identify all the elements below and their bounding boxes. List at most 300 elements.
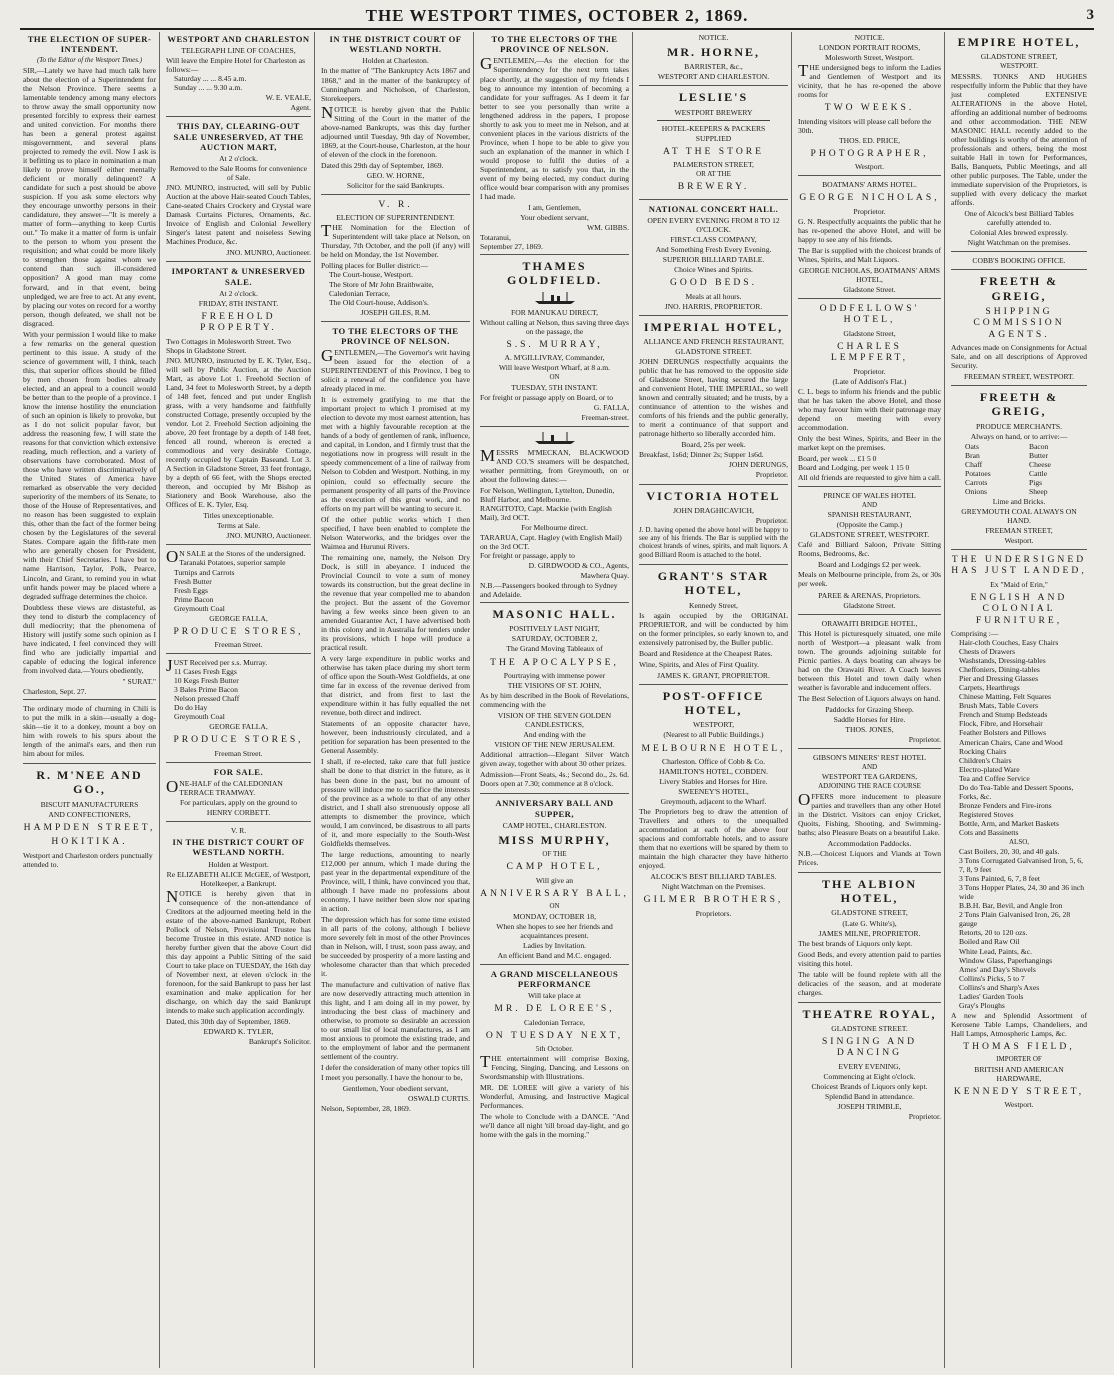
list-item: Cattle <box>1029 468 1048 478</box>
produce-list <box>965 442 1087 496</box>
role: Agent. <box>290 103 311 113</box>
ad-line: OR AT THE <box>696 170 731 179</box>
list-item: Feather Bolsters and Pillows <box>959 728 1047 738</box>
ad-line: The Grand Moving Tableaux of <box>506 644 603 654</box>
ad-line: Will leave Westport Wharf, at 8 a.m. <box>498 363 611 373</box>
ad-heading: FOR SALE. <box>213 766 264 777</box>
ad-line: ON TUESDAY NEXT, <box>485 1029 624 1041</box>
ad-line: BISCUIT MANUFACTURERS <box>40 799 139 809</box>
ad-line: Livery Stables and Horses for Hire. <box>659 776 768 786</box>
role: Proprietor. <box>853 366 886 376</box>
ad-heading: JUST Received per s.s. Murray. <box>166 656 268 676</box>
ad-line: And Something Fresh Every Evening. <box>655 245 772 255</box>
paragraph: Of the other public works which I then specified, I have been enabled to complete the Nelson Waterworks, and the bridges over the Waimea and Hurunui Rivers. <box>321 514 470 551</box>
columns <box>20 32 1094 1368</box>
list-item: Carpets, Hearthrugs <box>959 683 1020 693</box>
ad-heading: ELECTION OF SUPERINTENDENT. <box>336 213 455 223</box>
ad-line: SATURDAY, OCTOBER 2, <box>511 634 598 644</box>
ad-heading: FREETH & GREIG, <box>979 390 1059 419</box>
ad-heading: IMPORTANT & UNRESERVED SALE. <box>171 266 306 287</box>
ad-heading: GIBSON'S MINERS' REST HOTEL <box>813 752 926 762</box>
ad-heading: GRANT'S STAR HOTEL, <box>657 569 770 598</box>
ad-line: Holden at Westport. <box>208 859 269 869</box>
list-item: Boiled and Raw Oil <box>959 937 1020 947</box>
list-item: Bronze Fenders and Fire-irons <box>959 800 1052 810</box>
ad-line: RANGITOTO, Capt. Mackie (with English Mail), 3rd OCT. <box>480 503 612 522</box>
list-item: Electro-plated Ware <box>959 764 1020 774</box>
ad-line: All old friends are requested to give him a call. <box>798 472 941 482</box>
ad-line: TARARUA, Capt. Hagley (with English Mail) on the 3rd OCT. <box>480 532 622 551</box>
ad-body: NOTICE is hereby given that in consequence of the non-attendance of Creditors at the adjourned meeting held in the estate of the above-named Bankrupt, Robert Pollock of Nelson, Provisional Trustee has become Trustee in this estate. AND notice is hereby further given that the above Court did this day appoint a Public Sitting of the said Court to take place on TUESDAY, the 16th day of November next, at eleven o'clock in the forenoon, for the said Bankrupt to pass her last examination and make application for her discharge, on which day the said Bankrupt intends to make such application accordingly. <box>166 886 311 1016</box>
ad-line: HAMPDEN STREET, <box>23 821 156 833</box>
paragraph: I defer the consideration of many other topics till I meet you personally. I have the honour to be, <box>321 1063 470 1082</box>
list-item: 3 Tons Corrugated Galvanised Iron, 5, 6, 7, 8, 9 feet <box>959 856 1083 875</box>
ad-line: Dated, this 30th day of September, 1869. <box>166 1017 291 1027</box>
list-item: Pigs <box>1029 477 1043 487</box>
ad-body: MR. DE LOREE will give a variety of his Wonderful, Amusing, and Instructive Magical Performances. <box>480 1083 629 1111</box>
ad-line: Board, 25s per week. <box>681 440 746 450</box>
ad-line: Lime and Bricks. <box>992 496 1046 506</box>
ad-body: JOHN DERUNGS respectfully acquaints the public that he has removed to the opposite side of Gladstone Street, having secured the large and convenient Hotel, THE IMPERIAL, so well known and centrally situated; and he trusts, by a continuance of attention to the wishes and comforts of his friends and the public generally, to merit a continuance of that support and patronage hitherto so liberally accorded him. <box>639 357 788 439</box>
ad-heading: NOTICE. <box>854 33 885 42</box>
ad-line: Board and Lodgings £2 per week. <box>818 560 921 570</box>
role: Proprietor. <box>908 734 941 744</box>
masonic-hall-ad <box>480 607 629 794</box>
ad-line: MONDAY, OCTOBER 18, <box>513 911 596 921</box>
list-item: Tea and Coffee Service <box>959 773 1030 783</box>
ad-line: SUPPLIED <box>695 133 732 143</box>
ad-heading: WESTPORT AND CHARLESTON <box>167 34 310 44</box>
ad-line: GLADSTONE STREET, WESTPORT. <box>809 530 930 540</box>
ad-line: (Opposite the Camp.) <box>836 520 903 530</box>
ad-body: The Proprietors beg to draw the attention of Travellers and others to the unequalled accommodation at each of the above four spacious and comfortable hotels, and to assure them that no exertions will be spared by them to maintain the high character they have hitherto enjoyed. <box>639 807 788 871</box>
list-item: 11 Cases Fresh Eggs <box>174 667 237 677</box>
ad-line: And ending with the <box>523 730 586 740</box>
ad-title: MR. DE LOREE'S, <box>494 1003 615 1015</box>
ad-line: Westport. <box>1004 536 1034 546</box>
for-sale-ad <box>166 767 311 822</box>
ad-title: GEORGE NICHOLAS, <box>799 192 940 204</box>
ad-line: VISION OF THE NEW JERUSALEM. <box>494 740 615 750</box>
signature: D. GIRDWOOD & CO., Agents, <box>528 561 629 571</box>
signature: OSWALD CURTIS. <box>408 1093 470 1103</box>
ad-line: At 2 o'clock. <box>219 288 258 298</box>
ad-body: The Bar is supplied with the choicest brands of Wines, Spirits, and Malt Liquors. <box>798 245 941 264</box>
ad-heading: TO THE ELECTORS OF THE PROVINCE OF NELSON. <box>491 34 618 55</box>
ad-title: MR. HORNE, <box>667 45 760 60</box>
list-item: Bottle, Arm, and Market Baskets <box>959 818 1059 828</box>
signature: THOS. ED. PRICE, <box>839 135 900 145</box>
ad-line: Molesworth Street, Westport. <box>824 53 915 63</box>
ad-heading: TO THE ELECTORS OF THE PROVINCE OF NELSON. <box>332 325 459 346</box>
ad-line: AT THE STORE <box>662 145 765 157</box>
victoria-hotel-ad <box>639 489 788 566</box>
court-notice-charleston <box>321 34 470 195</box>
ad-line: Titles unexceptionable. <box>203 511 274 521</box>
ad-line: EVERY EVENING, <box>838 1061 901 1071</box>
ad-line: SUPERIOR BILLIARD TABLE. <box>662 255 765 265</box>
ad-line: FRIDAY, 8TH INSTANT. <box>198 298 279 308</box>
ad-line: For Nelson, Wellington, Lyttelton, Dunedin, Bluff Harbor, and Melbourne. <box>480 485 615 504</box>
ad-line: A. M'GILLIVRAY, Commander, <box>504 353 605 363</box>
ad-line: Gladstone Street, <box>843 328 896 338</box>
stores-sale-ad <box>166 549 311 654</box>
list-item: Cheffoniers, Dining-tables <box>959 665 1040 675</box>
ad-line: 5th October. <box>535 1043 574 1053</box>
ad-heading: A GRAND MISCELLANEOUS PERFORMANCE <box>490 968 619 989</box>
ad-heading: THIS DAY, CLEARING-OUT SALE UNRESERVED, AT THE AUCTION MART, <box>173 121 304 152</box>
ad-line: Commencing at Eight o'clock. <box>823 1071 916 1081</box>
ad-body: C. L. begs to inform his friends and the public that he has taken the above Hotel, and those who may favour him with their patronage may depend on meeting with every accommodation. <box>798 386 941 432</box>
ad-title: FREEHOLD PROPERTY. <box>200 310 277 334</box>
ad-line: GLADSTONE STREET, <box>831 908 908 918</box>
ad-heading: EMPIRE HOTEL, <box>957 35 1081 49</box>
ad-line: ADJOINING THE RACE COURSE <box>818 782 921 791</box>
column-6 <box>795 32 945 1368</box>
ad-line: GREYMOUTH COAL ALWAYS ON HAND. <box>961 506 1077 525</box>
horne-notice <box>639 33 788 86</box>
paragraph: Statements of an opposite character have, however, been industriously circulated, and a petition for separation has been presented to the General Assembly. <box>321 719 470 756</box>
ad-title: THE APOCALYPSE, <box>490 656 619 668</box>
list-item: 10 Kegs Fresh Butter <box>174 676 239 686</box>
list-item: Greymouth Coal <box>174 603 225 613</box>
ad-heading: COBB'S BOOKING OFFICE. <box>972 256 1066 266</box>
royal-cipher: V. R. <box>230 826 247 836</box>
ad-heading: ORAWAITI BRIDGE HOTEL, <box>821 618 918 628</box>
ad-line: Choice Wines and Spirits. <box>674 265 753 275</box>
imperial-hotel-ad <box>639 320 788 485</box>
paragraph: I shall, if re-elected, take care that full justice shall be done to that district in the future, as it has been done in the past, but no amount of pressure will induce me to sacrifice the interests of the province as a whole to that of any other district, and I shall also strenuously oppose all attempts to dismember the province, which would, I am convinced, be disastrous to all parts of it, and more especially to the South-West Goldfields themselves. <box>321 757 470 848</box>
ad-body: The table will be found replete with all the delicacies of the season, and at moderate charges. <box>798 969 941 997</box>
ad-line: SPANISH RESTAURANT, <box>827 510 912 520</box>
ad-line: Terms at Sale. <box>216 521 261 531</box>
role: Proprietor. <box>853 206 886 216</box>
ad-line: Greymouth, adjacent to the Wharf. <box>660 797 767 807</box>
ad-line: Pourtraying with immense power <box>503 670 606 680</box>
boatmans-arms-ad <box>798 180 941 299</box>
goldfield-ad <box>480 259 629 427</box>
ad-line: GLADSTONE STREET. <box>831 1024 908 1034</box>
ad-body: NOTICE is hereby given that the Public Sitting of the Court in the matter of the above-named Bankrupts, was this day further adjourned until Tuesday, 9th day of November, 1869, at the Court-house, Charleston, at the hour of eleven of the clock in the forenoon. <box>321 102 470 159</box>
ad-line: For Melbourne direct. <box>521 522 588 532</box>
ad-line: Splendid Band in attendance. <box>825 1091 914 1101</box>
list-item: Washstands, Dressing-tables <box>959 656 1046 666</box>
signature: JNO. HARRIS, PROPRIETOR. <box>664 301 763 311</box>
list-item: Potatoes <box>965 468 991 478</box>
ad-body: This Hotel is picturesquely situated, one mile north of Westport—a pleasant walk from town. The grounds adjoining suitable for Picnic parties. A days boating can always be had on the Orawaiti River. A Coach leaves between this Hotel and town daily when weather is favorable and inducement offers. <box>798 628 941 692</box>
list-item: Pier and Dressing Glasses <box>959 674 1039 684</box>
ad-heading: NATIONAL CONCERT HALL. <box>648 203 779 214</box>
ad-body: As by him described in the Book of Revelations, commencing with the <box>480 690 629 709</box>
signature: THOMAS FIELD, <box>963 1040 1075 1052</box>
ad-line: FREEMAN STREET, <box>985 526 1053 535</box>
list-item: Rocking Chairs <box>959 746 1007 756</box>
list-item: 3 Tons Hopper Plates, 24, 30 and 36 inch wide <box>959 883 1085 902</box>
ad-heading: THAMES GOLDFIELD. <box>506 259 602 288</box>
freeth-greig-produce-ad <box>951 390 1087 550</box>
role: Proprietor. <box>908 1112 941 1122</box>
ad-line: Ladies by Invitation. <box>522 940 587 950</box>
signature: GEORGE FALLA, <box>209 722 268 732</box>
ad-line: (Late G. White's), <box>842 918 897 928</box>
list-item: 2 Tons Plain Galvanised Iron, 26, 28 gauge <box>959 910 1071 929</box>
ad-heading: MASONIC HALL. <box>492 607 617 622</box>
signature: EDWARD K. TYLER, <box>203 1027 274 1037</box>
list-item: Ladies' Garden Tools <box>959 991 1024 1001</box>
ad-line: WESTPORT AND CHARLESTON. <box>657 72 770 82</box>
list-item: Fresh Eggs <box>174 585 208 595</box>
ad-line: CAMP HOTEL, <box>506 861 603 873</box>
list-item: Fresh Butter <box>174 576 212 586</box>
ad-body: Board and Residence at the Cheapest Rates. <box>639 648 773 658</box>
ad-title: CHARLES LEMPFERT, <box>830 340 909 364</box>
ad-line: Breakfast, 1s6d; Dinner 2s; Supper 1s6d. <box>639 450 764 460</box>
ad-line: Paddocks for Grazing Sheep. <box>825 704 914 714</box>
paragraph: The manufacture and cultivation of native flax are now deservedly attracting much attention in this light, and I am doing all in my power, by introducing the best class of machinery and otherwise, to promote so desirable an accession to our small list of local manufactures, as I am most anxious to promote the existing trade, and to the employment of labor and the permanent settlement of the country. <box>321 980 470 1062</box>
list-item: Cast Boilers, 20, 30, and 40 gals. <box>959 847 1060 857</box>
list-item: Chinese Matting, Felt Squares <box>959 692 1051 702</box>
ad-line: WESTPORT TEA GARDENS, <box>821 772 918 782</box>
ad-line: Accommodation Paddocks. <box>827 838 912 848</box>
dateline: Charleston, Sept. 27. <box>23 686 87 696</box>
ad-line: FIRST-CLASS COMPANY, <box>670 235 757 245</box>
schedule-row: Saturday ... ... 8.45 a.m. <box>174 74 247 84</box>
ad-line: Will give an <box>535 875 574 885</box>
ad-line: Gladstone Street. <box>843 600 896 610</box>
ad-heading: NOTICE. <box>698 33 729 42</box>
column-5 <box>636 32 792 1368</box>
paragraph: It is extremely gratifying to me that the important project to which I promised at my election to devote my most earnest attention, has met with a highly favourable reception at the hands of a body of gentlemen of rank, influence, and capital, in London, and I firmly trust that the negotiations now in progress will result in the speedy commencement of a line of railway from Nelson to Cobden and Westport. Nothing, in my opinion, could so effectually secure the permanent prosperity of all parts of the Province as the execution of this great work, and no efforts on my part will be wanting to secure it. <box>321 395 470 513</box>
ad-line: Removed to the Sale Rooms for convenience of Sale. <box>169 164 308 183</box>
role: Proprietor. <box>755 515 788 525</box>
ad-body: THE entertainment will comprise Boxing, Fencing, Singing, Dancing, and Lessons on Swordsmanship with Illustrations. <box>480 1052 629 1082</box>
ship-name: S.S. MURRAY, <box>506 338 603 350</box>
ad-line: An efficient Band and M.C. engaged. <box>497 950 612 960</box>
ad-title: PRODUCE STORES, <box>173 734 304 746</box>
ad-body: MESSRS. TONKS AND HUGHES respectfully inform the Public that they have just completed EXTENSIVE ALTERATIONS in the above Hotel, affording an additional number of bedrooms and other accommodation. THE NEW MASONIC HALL recently added to the other buildings is worthy of the attention of professionals and others, being the most suitable Hall in town for Performances, Balls, Banquets, Public Meetings, and all other public purposes. The Table, under the immediate supervision of the Proprietors, is supplied with every delicacy the market affords. <box>951 71 1087 208</box>
ad-body: Will leave the Empire Hotel for Charleston as follows:— <box>166 56 306 75</box>
column-3 <box>318 32 474 1368</box>
ad-line: At 2 o'clock. <box>219 154 258 164</box>
role: Solicitor for the said Bankrupts. <box>346 180 445 190</box>
ad-body: ONE-HALF of the CALEDONIAN TERRACE TRAMWAY. <box>166 777 283 798</box>
ad-line: CAMP HOTEL, CHARLESTON. <box>502 820 607 830</box>
article-subheading: (To the Editor of the Westport Times.) <box>36 56 143 65</box>
paragraph: A very large expenditure in public works and otherwise has taken place during my short term of office upon the South-West Goldfields, at one time far in excess of the revenue derived from that district, and from first to last the expenditure within it has fully equalled the net revenue, both direct and indirect. <box>321 654 470 718</box>
ad-title: LONDON PORTRAIT ROOMS, <box>818 43 921 53</box>
signature: JNO. MUNRO, Auctioneer. <box>226 248 311 258</box>
list-item: Hair-cloth Couches, Easy Chairs <box>959 638 1059 648</box>
ad-body: G. N. Respectfully acquaints the public that he has re-opened the above Hotel, and will be happy to see any of his friends. <box>798 216 941 244</box>
ad-line: Charleston. Office of Cobb & Co. <box>662 756 765 766</box>
ad-line: Intending visitors will please call before the 30th. <box>798 116 932 135</box>
closing: Your obedient servant, <box>520 212 589 222</box>
role: Bankrupt's Solicitor. <box>248 1037 311 1047</box>
ad-line: TWO WEEKS. <box>824 102 915 114</box>
ad-line: Polling places for Buller district:— <box>321 261 429 271</box>
ad-line: OPEN EVERY EVENING FROM 8 TO 12 O'CLOCK. <box>647 216 780 235</box>
gibbs-address <box>480 34 629 255</box>
list-item: Children's Chairs <box>959 755 1012 765</box>
ad-heading: IN THE DISTRICT COURT OF WESTLAND NORTH. <box>329 34 462 55</box>
signature: HENRY CORBETT. <box>206 808 271 818</box>
paragraph: Doubtless these views are distasteful, as they tend to disturb the complacency of dull mediocrity; that the phenomena of History will justify some such opinion as I have indicated, I feel convinced they will find who are judicially impartial and capable of educing the logical inference from involved data.—Yours obediently, <box>23 602 156 675</box>
schedule-row: Sunday ... ... 9.30 a.m. <box>174 83 243 93</box>
ad-title: ENGLISH AND COLONIAL FURNITURE, <box>970 591 1068 626</box>
orawaiti-bridge-hotel-ad <box>798 619 941 749</box>
grants-star-hotel-ad <box>639 569 788 685</box>
ad-line: (Nearest to all Public Buildings.) <box>663 730 764 740</box>
list-item: B.B.H. Bar, Bevil, and Angle Iron <box>959 901 1063 911</box>
ad-line: BARRISTER, &c., <box>684 62 743 72</box>
anniversary-ball-ad <box>480 798 629 964</box>
ad-title: PRODUCE STORES, <box>173 625 304 637</box>
prince-of-wales-ad <box>798 491 941 615</box>
ad-heading: PRINCE OF WALES HOTEL <box>823 490 916 500</box>
ad-body: OFFERS more inducement to pleasure parties and travellers than any other Hotel in the District. Visitors can enjoy Cricket, Quoits, Fishing, Shooting, and Swimming-baths; also Pleasure Boats on a beautiful Lake. <box>798 789 941 837</box>
ad-line: Freeman-street. <box>581 412 629 422</box>
election-letter <box>23 34 156 700</box>
ad-line: Westport and Charleston orders punctually attended to. <box>23 850 153 869</box>
ad-body: The best brands of Liquors only kept. <box>798 938 913 948</box>
ad-line: Saddle Horses for Hire. <box>833 714 906 724</box>
ad-body: The Best Selection of Liquors always on hand. <box>798 693 941 703</box>
ad-line: VISION OF THE SEVEN GOLDEN CANDLESTICKS, <box>497 711 612 730</box>
ad-body: Only the best Wines, Spirits, and Beer in the market kept on the premises. <box>798 433 941 452</box>
list-item: Prime Bacon <box>174 594 214 604</box>
list-item: Turnips and Carrots <box>174 567 235 577</box>
ad-heading: THEATRE ROYAL, <box>802 1006 937 1021</box>
curtis-address <box>321 326 470 1116</box>
signature: WM. GIBBS. <box>587 223 629 232</box>
albion-hotel-ad <box>798 877 941 1003</box>
list-item: Flock, Fibre, and Horsehair <box>959 719 1043 729</box>
ad-line: MELBOURNE HOTEL, <box>641 742 786 754</box>
price-row: Board and Lodging, per week 1 15 0 <box>798 462 910 472</box>
paragraph: The large reductions, amounting to nearly £12,000 per annum, which I made during the past year in the departmental expenditure of the Province, will, I think, have convinced you that, although I have made no professions about economy, I have neither been slow nor sparing in action. <box>321 849 470 913</box>
court-notice-mcgee <box>166 826 311 1050</box>
paragraph: The depression which has for some time existed in all parts of the colony, although I believe more severely felt in most of the other Provinces than in Nelson, will, I trust, soon pass away, and be succeeded by prosperity of a more lasting and wholesome character than that which preceded it. <box>321 914 470 979</box>
ad-line: AND <box>861 763 878 772</box>
ad-body: Advances made on Consignments for Actual Sale, and on all descriptions of Approved Security. <box>951 343 1087 371</box>
ad-body: MESSRS M'MECKAN, BLACKWOOD AND CO.'S steamers will be despatched, weather permitting, from Greymouth, on or about the following dates:— <box>480 445 629 484</box>
ad-line: BRITISH AND AMERICAN HARDWARE, <box>974 1064 1064 1083</box>
clearing-sale-ad <box>166 121 311 262</box>
ad-body: The whole to Conclude with a DANCE. "And we'll dance all night 'till broad day-light, and go home with the gals in the morning." <box>480 1112 629 1140</box>
paragraph: The remaining one, namely, the Nelson Dry Dock, is still in abeyance. I induced the Provincial Council to vote a sum of money towards its construction, but the great decline in the revenue that year compelled me to abandon the project. But the assent of the Governor having a few weeks since been given to an amended Guarantee Act, I have advertised both in this colony and in Australia for tenders under its provisions, which I hope will produce a practical result. <box>321 552 470 653</box>
ad-title: PRODUCE MERCHANTS. <box>975 421 1063 431</box>
ad-heading: IN THE DISTRICT COURT OF WESTLAND NORTH. <box>172 837 305 858</box>
place: Totaranui, <box>480 233 511 243</box>
date: September 27, 1869. <box>480 242 543 252</box>
list-item: The Old Court-house, Addison's. <box>329 297 429 307</box>
gibsons-miners-rest-ad <box>798 753 941 873</box>
column-2 <box>163 32 315 1368</box>
list-item: Greymouth Coal <box>174 712 225 722</box>
mcnee-ad <box>23 768 156 871</box>
ad-line: ALSO, <box>1008 837 1030 846</box>
list-item: Registered Stoves <box>959 809 1014 819</box>
ad-heading: POST-OFFICE HOTEL, <box>662 688 765 718</box>
ad-body: Café and Billiard Saloon, Private Sitting Rooms, Bedrooms, &c. <box>798 540 941 559</box>
ad-line: Always on hand, or to arrive:— <box>970 431 1068 441</box>
ad-line: When she hopes to see her friends and acquaintances present. <box>496 921 613 940</box>
ad-body: THE undersigned begs to inform the Ladies and Gentlemen of Westport and its vicinity, that he has re-opened the above rooms for <box>798 61 941 100</box>
list-item: Cheese <box>1029 459 1051 469</box>
dateline: Nelson, September, 28, 1869. <box>321 1103 411 1113</box>
ad-line: Choicest Brands of Liquors only kept. <box>811 1081 928 1091</box>
list-item: The Store of Mr John Braithwaite, Caledonian Terrace, <box>329 279 434 298</box>
national-concert-hall-ad <box>639 204 788 316</box>
nomination-notice <box>321 199 470 322</box>
ad-line: Without calling at Nelson, thus saving three days on the passage, the <box>480 317 630 336</box>
role: PHOTOGRAPHER, <box>810 147 929 159</box>
ad-heading: VICTORIA HOTEL <box>646 488 781 503</box>
ad-line: Meals at all hours. <box>685 291 742 301</box>
ad-heading: ON SALE at the Stores of the undersigned. <box>166 547 306 567</box>
price-row: Board, per week ... £1 5 0 <box>798 453 877 463</box>
ad-line: Gladstone Street. <box>843 284 896 294</box>
ad-body: Additional attraction—Elegant Silver Watch given away, together with about 30 other prizes. <box>480 750 629 769</box>
ad-line: ALCOCK'S BEST BILLIARD TABLES. <box>650 872 777 882</box>
ad-line: Night Watchman on the Premises. <box>661 882 766 892</box>
ad-line: One of Alcock's best Billiard Tables carefully attended to. <box>964 209 1074 228</box>
ad-line: Dated this 29th day of September, 1869. <box>321 160 444 170</box>
list-item: Do do Tea-Table and Dessert Spoons, Forks, &c. <box>959 782 1074 801</box>
ad-line: GLADSTONE STREET. <box>675 347 752 357</box>
ad-body: N.B.—Choicest Liquors and Viands at Town Prices. <box>798 848 941 867</box>
ad-heading: IMPERIAL HOTEL, <box>643 319 784 334</box>
royal-cipher: V. R. <box>378 198 413 210</box>
de-loree-ad <box>480 969 629 1145</box>
empire-hotel-ad <box>951 35 1087 252</box>
ad-line: Westport. <box>854 162 885 172</box>
ad-line: IMPORTER OF <box>996 1055 1042 1064</box>
freeth-greig-shipping-ad <box>951 274 1087 386</box>
ad-body: Wine, Spirits, and Ales of First Quality. <box>639 659 760 669</box>
list-item: Retorts, 20 to 120 ozs. <box>959 928 1028 938</box>
ad-line: JOHN DRAGHICAVICH, <box>673 505 754 515</box>
list-item: Ames' and Day's Shovels <box>959 964 1036 974</box>
ad-line: Caledonian Terrace, <box>524 1017 585 1027</box>
steamship-icon <box>533 431 577 445</box>
ad-heading: ANNIVERSARY BALL AND SUPPER, <box>495 798 614 819</box>
ad-title: SHIPPING COMMISSION AGENTS. <box>973 305 1065 340</box>
list-item: Oats <box>965 441 979 451</box>
list-item: French and Stump Bedsteads <box>959 710 1048 720</box>
signature: JOHN DERUNGS, <box>728 460 788 470</box>
ad-heading: ODDFELLOWS' HOTEL, <box>819 302 920 326</box>
signature: JOSEPH TRIMBLE, <box>837 1102 902 1111</box>
ad-heading: BOATMANS' ARMS HOTEL. <box>822 180 917 190</box>
signature: JOSEPH GILES, R.M. <box>360 307 431 317</box>
ad-line: GOOD BEDS. <box>669 277 758 289</box>
ad-line: For freight or passage, apply to <box>480 550 575 560</box>
list-item: Butter <box>1029 450 1048 460</box>
ad-heading: R. M'NEE AND GO., <box>36 768 143 797</box>
paragraph: GENTLEMEN,—The Governor's writ having been issued for the election of a SUPERINTENDENT of this Province, I beg to solicit a renewal of the confidence you have already placed in me. <box>321 346 470 394</box>
signature: PAREE & ARENAS, Proprietors. <box>818 590 921 600</box>
list-item: Carrots <box>965 477 988 487</box>
ad-line: ON <box>549 902 560 911</box>
paragraph: With your permission I would like to make a few remarks on the general question pertinent to this issue. A study of the science of government will, I think, teach this, that superior offices should be filled by men chosen from bodies already elected, and an appeal to a council would be better than to the people of a province. I know the intense hostility the enunciation of such an opinion is likely to provoke, but as I do not solicit popular favor, but address the reasoning few, I will state the reasons for that conviction which extensive reading, much reflection, and a variety of observations have corroborated. Most of those who have written discriminatively of the United States of America have remarked as observable the very decided superiority of the members of its Senate, to those of the House of Representatives, and no reason has been suggested to explain this, other than the fact of the former being chosen by the Legislatures of the several States. Compare again the fifth-rate men who are generally chosen for President, with their Chief Secretaries. I have but to name Harrison, Taylor, Polk, Pearce, Lincoln, and Grant, to remind you in what unfit hands power may be placed where a degraded suffrage determines the choice. <box>23 329 156 601</box>
signature: W. E. VEALE, <box>265 93 311 103</box>
role: Proprietors. <box>695 908 732 918</box>
paragraph: SIR,—Lately we have had much talk here about the election of a Superintendent for the Nelson Province. There seems a lamentable tendency among many electors to throw away the small opportunity now presented forcibly to express their earnest and united conviction. For months there has been a general protest against misgovernment, and several plans projected to remedy the evil. Now I ask is it befitting us to place in nomination a man likely to prove himself either mentally deficient or morally delinquent? A candidate for such a post should be above suspicion. If you ask some electors why they encourage unworthy persons in their candidature, they answer—"It is merely a matter of form—anything to keep Curtis out." To make it a matter of form is unfair to the person to whom you present the requisition; and what could be more likely to strengthen those against whom we contend than such ill-considered opposition? A good man may come forward, and in that event, being unpledged, we are free to act. At any event, by placing our votes on record for a worthy person, though defeated, we shall not be disgraced. <box>23 65 156 328</box>
ad-title: SINGING AND DANCING <box>821 1036 918 1059</box>
signature: GEORGE NICHOLAS, BOATMANS' ARMS HOTEL, <box>798 265 941 284</box>
oddfellows-hotel-ad <box>798 303 941 487</box>
